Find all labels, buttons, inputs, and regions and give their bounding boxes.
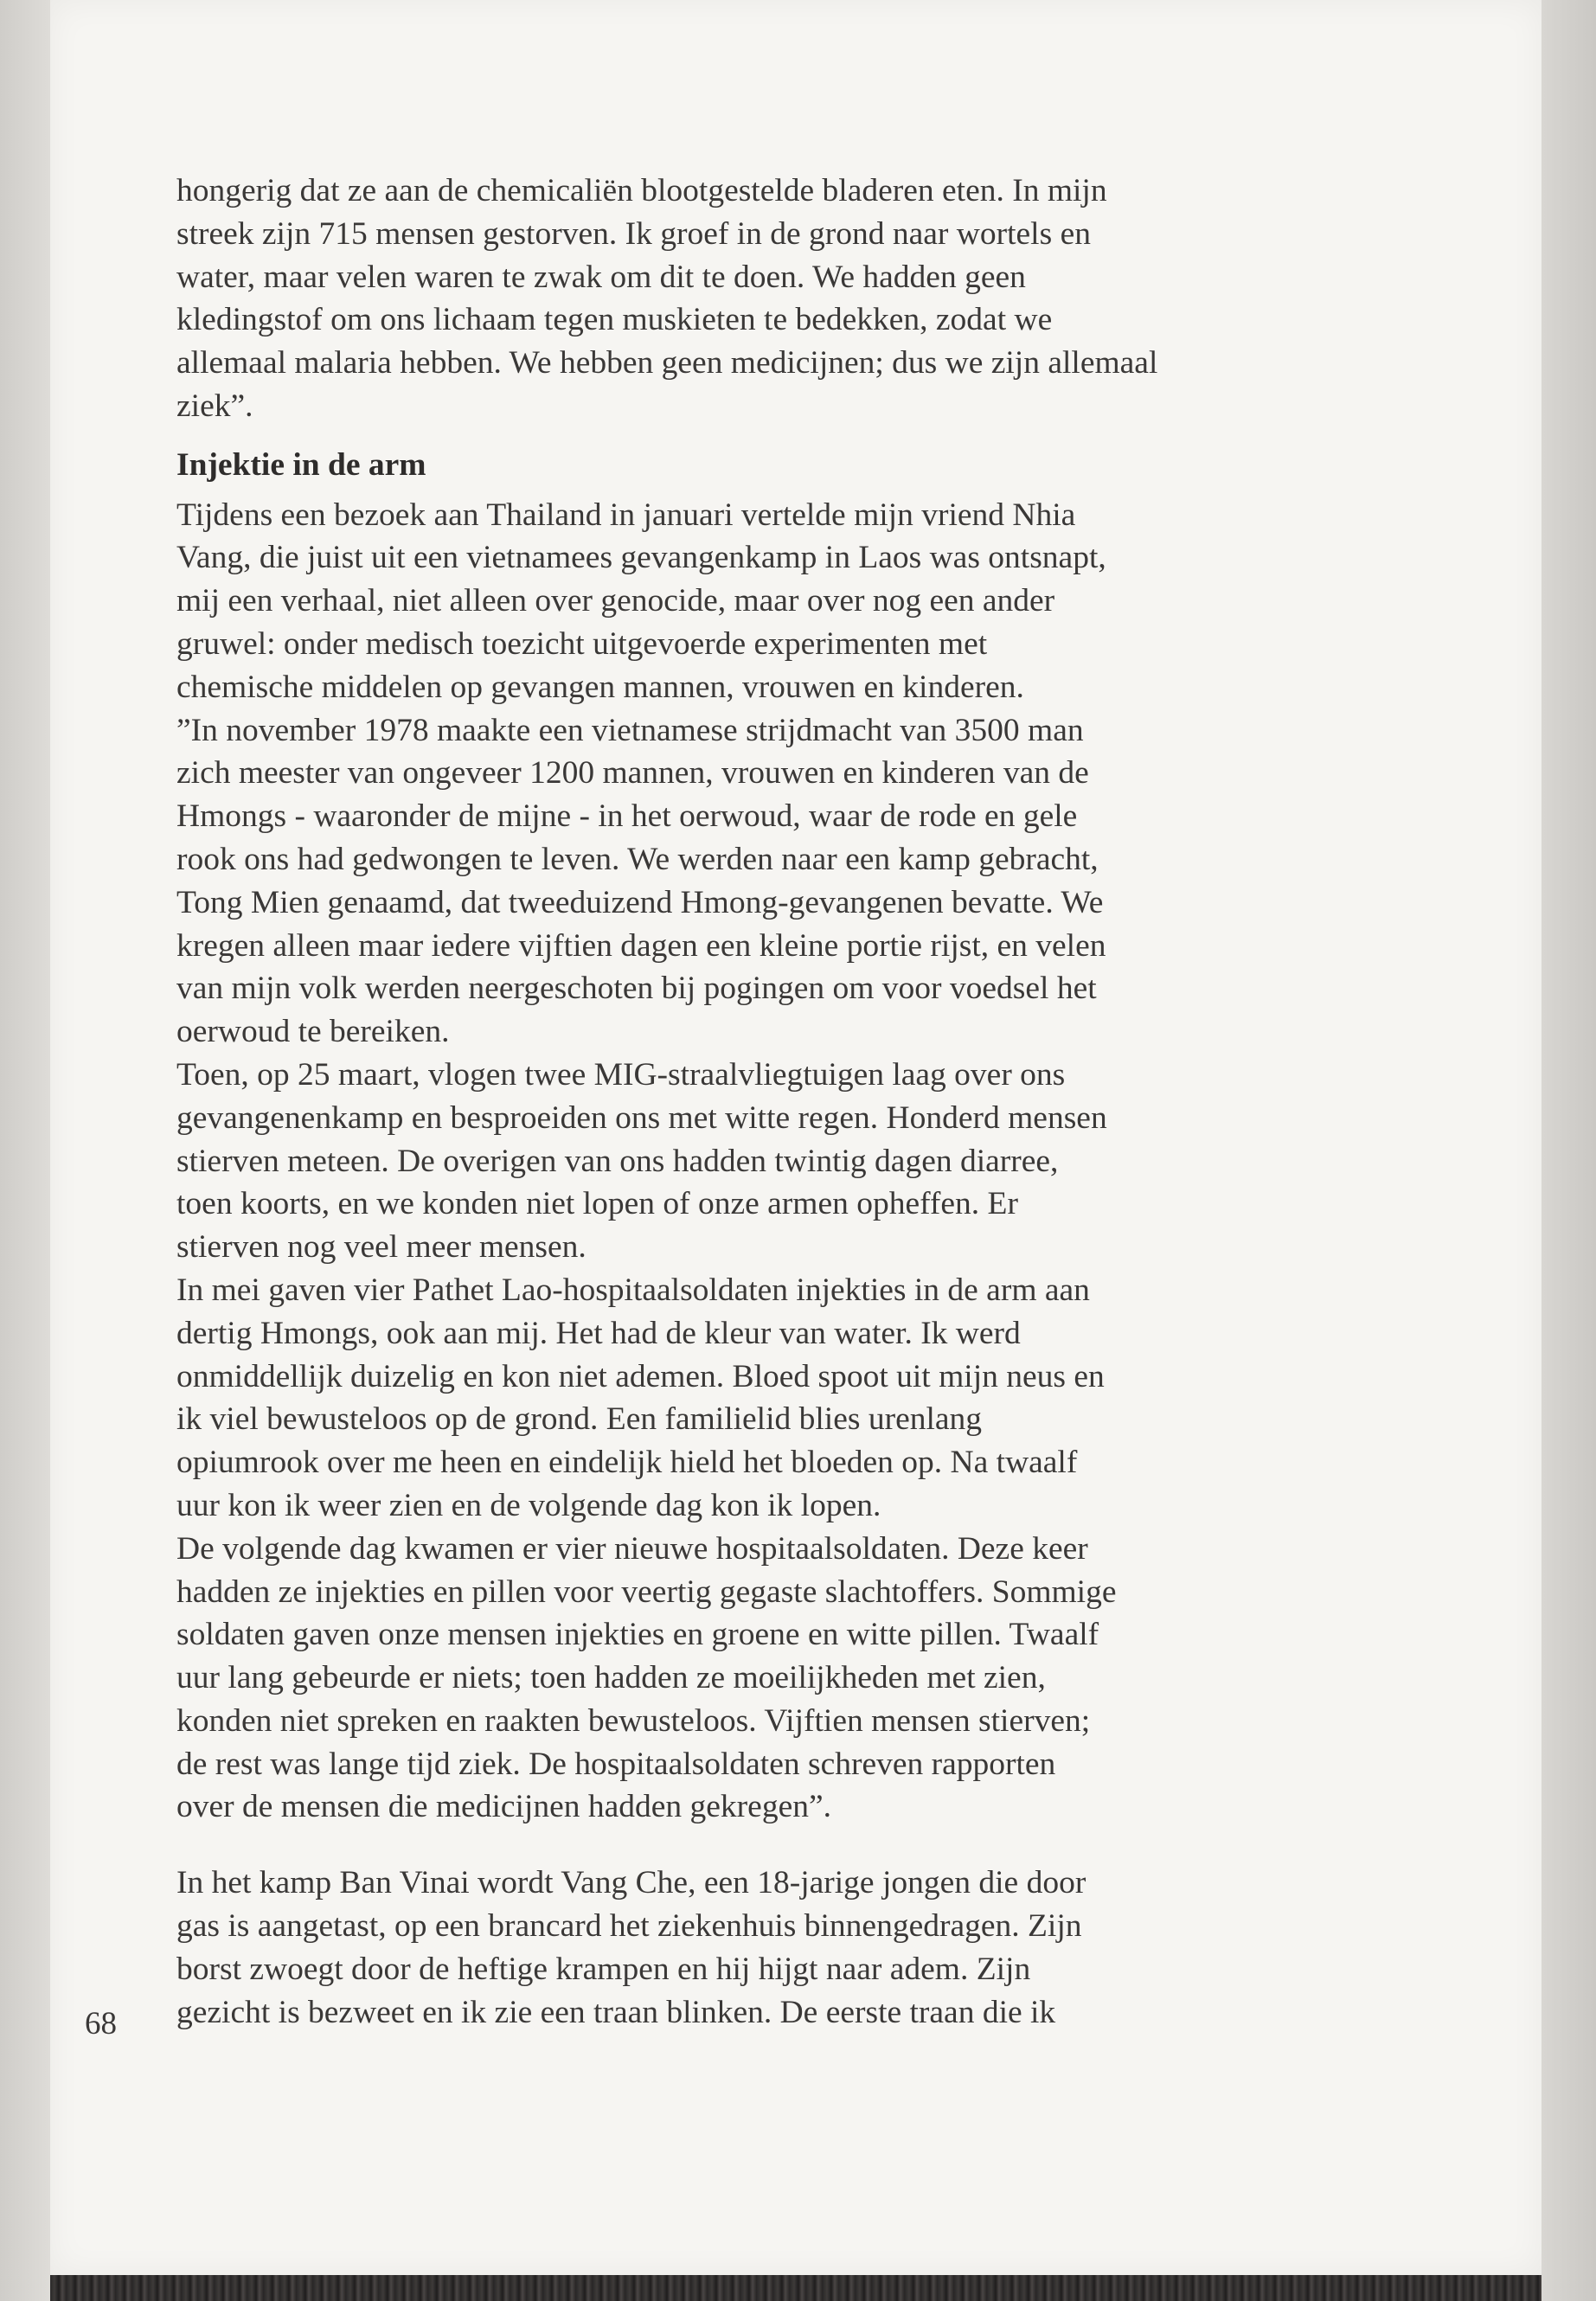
section-heading: Injektie in de arm [176,446,426,483]
text-line: streek zijn 715 mensen gestorven. Ik groef in de grond naar wortels en [176,215,1091,252]
text-line: toen koorts, en we konden niet lopen of onze armen opheffen. Er [176,1186,1018,1222]
text-line: de rest was lange tijd ziek. De hospitaalsoldaten schreven rapporten [176,1746,1056,1782]
text-line: Hmongs - waaronder de mijne - in het oerwoud, waar de rode en gele [176,798,1078,835]
text-line: van mijn volk werden neergeschoten bij pogingen om voor voedsel het [176,971,1097,1007]
text-line: soldaten gaven onze mensen injekties en groene en witte pillen. Twaalf [176,1617,1099,1653]
text-line: ik viel bewusteloos op de grond. Een familielid blies urenlang [176,1401,983,1438]
text-line: rook ons had gedwongen te leven. We werden naar een kamp gebracht, [176,841,1099,877]
text-line: chemische middelen op gevangen mannen, vrouwen en kinderen. [176,669,1024,705]
text-line: opiumrook over me heen en eindelijk hield het bloeden op. Na twaalf [176,1445,1078,1481]
text-line: gruwel: onder medisch toezicht uitgevoerde experimenten met [176,625,988,662]
text-line: uur kon ik weer zien en de volgende dag kon ik lopen. [176,1487,881,1523]
body-text [176,170,1491,2034]
text-line: stierven nog veel meer mensen. [176,1229,586,1266]
text-line: De volgende dag kwamen er vier nieuwe hospitaalsoldaten. Deze keer [176,1530,1088,1567]
scan-edge-left [0,0,50,2301]
book-page [50,0,1542,2275]
text-line: Tong Mien genaamd, dat tweeduizend Hmong-gevangenen bevatte. We [176,884,1104,920]
text-line: Tijdens een bezoek aan Thailand in januari vertelde mijn vriend Nhia [176,497,1076,533]
text-line: kledingstof om ons lichaam tegen muskieten te bedekken, zodat we [176,302,1053,338]
text-line: onmiddellijk duizelig en kon niet ademen. Bloed spoot uit mijn neus en [176,1358,1105,1394]
paragraph-ban-vinai [176,1862,1491,2034]
text-line: ziek”. [176,388,253,424]
text-line: gas is aangetast, op een brancard het ziekenhuis binnengedragen. Zijn [176,1908,1082,1945]
text-line: water, maar velen waren te zwak om dit te doen. We hadden geen [176,259,1026,295]
text-line: kregen alleen maar iedere vijftien dagen een kleine portie rijst, en velen [176,927,1106,964]
text-line: ”In november 1978 maakte een vietnamese strijdmacht van 3500 man [176,712,1084,748]
text-line: dertig Hmongs, ook aan mij. Het had de kleur van water. Ik werd [176,1315,1021,1351]
text-line: stierven meteen. De overigen van ons hadden twintig dagen diarree, [176,1143,1059,1179]
paragraph-gap [176,1829,1491,1862]
text-line: uur lang gebeurde er niets; toen hadden ze moeilijkheden met zien, [176,1660,1046,1696]
text-line: Toen, op 25 maart, vlogen twee MIG-straalvliegtuigen laag over ons [176,1056,1066,1093]
text-line: mij een verhaal, niet alleen over genocide, maar over nog een ander [176,583,1055,619]
text-line: gezicht is bezweet en ik zie een traan blinken. De eerste traan die ik [176,1994,1056,2030]
paragraph-testimony [176,494,1491,1830]
text-line: In mei gaven vier Pathet Lao-hospitaalsoldaten injekties in de arm aan [176,1272,1090,1308]
text-line: hadden ze injekties en pillen voor veertig gegaste slachtoffers. Sommige [176,1574,1117,1610]
text-line: hongerig dat ze aan de chemicaliën blootgestelde bladeren eten. In mijn [176,173,1107,208]
text-line: gevangenenkamp en besproeiden ons met witte regen. Honderd mensen [176,1099,1107,1136]
text-line: Vang, die juist uit een vietnamees gevangenkamp in Laos was ontsnapt, [176,540,1106,576]
text-line: zich meester van ongeveer 1200 mannen, vrouwen en kinderen van de [176,755,1089,792]
text-line: In het kamp Ban Vinai wordt Vang Che, een 18-jarige jongen die door [176,1865,1086,1901]
text-line: konden niet spreken en raakten bewusteloos. Vijftien mensen stierven; [176,1702,1091,1739]
page-number: 68 [85,2006,117,2041]
text-line: allemaal malaria hebben. We hebben geen medicijnen; dus we zijn allemaal [176,345,1158,381]
scan-bottom-edge [50,2275,1542,2301]
text-line: oerwoud te bereiken. [176,1014,450,1050]
scan-edge-right [1542,0,1596,2301]
paragraph-intro [176,170,1491,428]
text-line: over de mensen die medicijnen hadden gekregen”. [176,1789,831,1825]
text-line: borst zwoegt door de heftige krampen en hij hijgt naar adem. Zijn [176,1951,1031,1987]
